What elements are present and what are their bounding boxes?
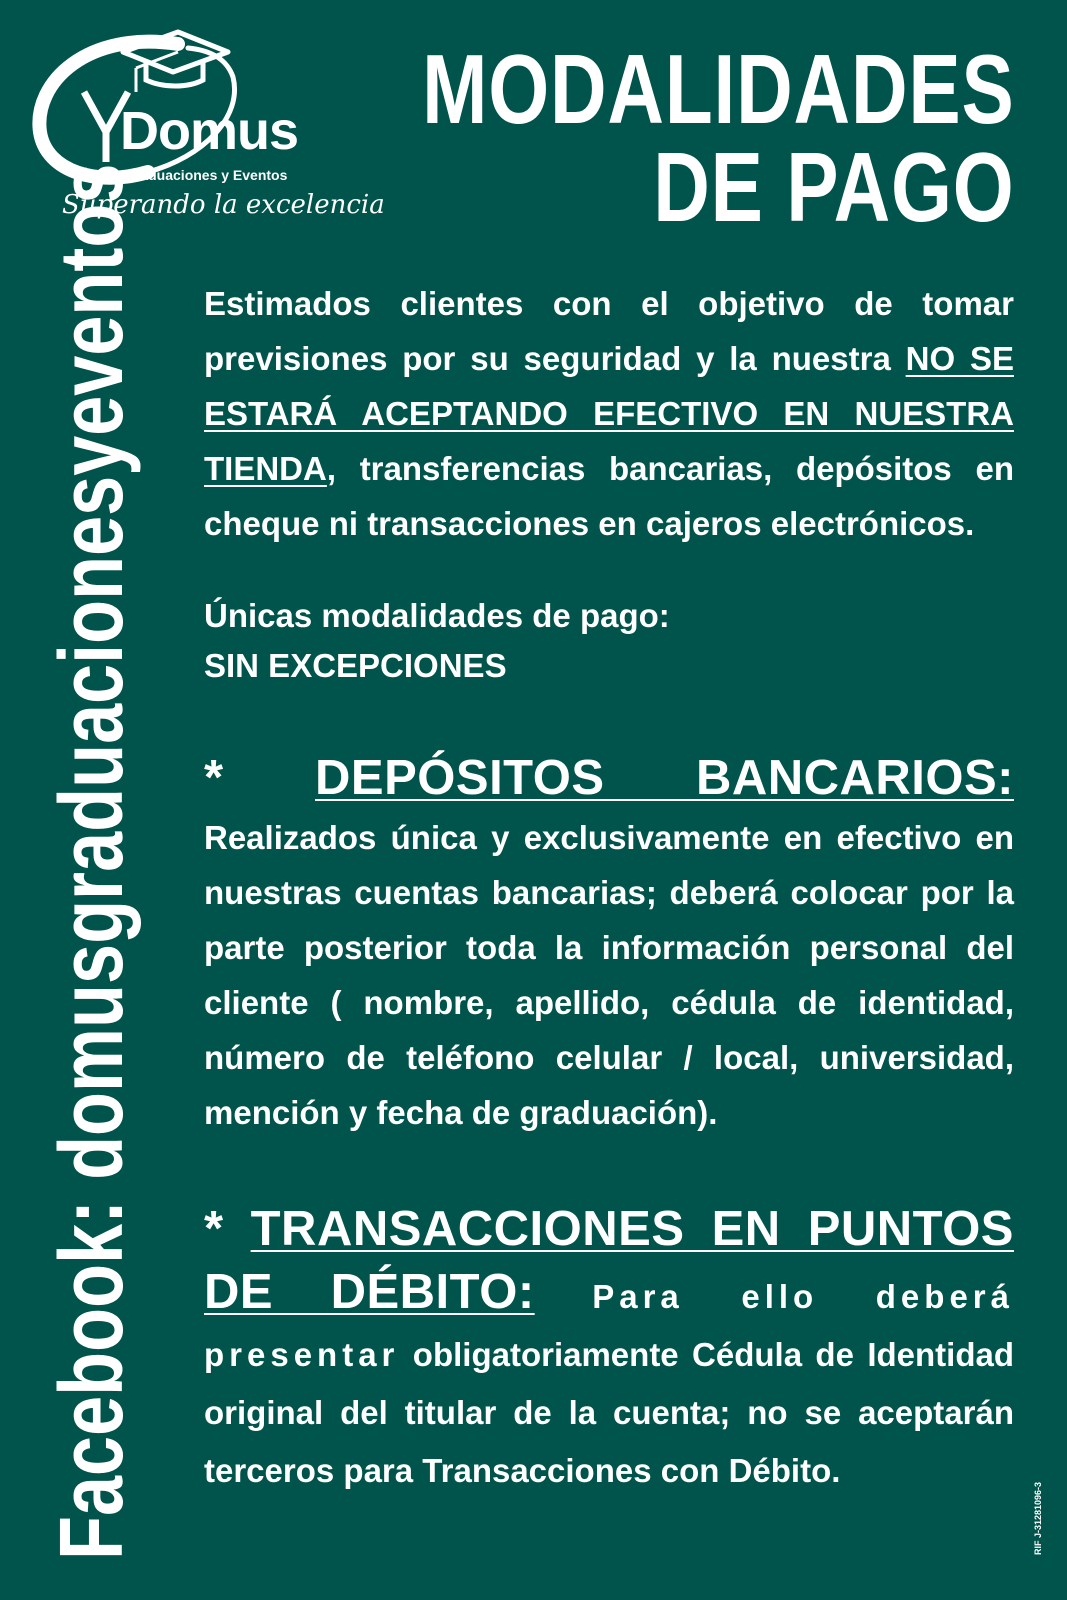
payment-modes-heading bbox=[204, 591, 1014, 691]
debit-bullet: * bbox=[204, 1202, 251, 1256]
intro-text-end: , transferencias bancarias, depósitos en cheque ni transacciones en cajeros electrónicos. bbox=[204, 450, 1014, 542]
logo-tagline: Superando la excelencia bbox=[62, 190, 385, 220]
intro-text: Estimados clientes con el objetivo de tomar previsiones por su seguridad y la nuestra bbox=[204, 285, 1014, 377]
intro-emphasis: NO SE ESTARÁ ACEPTANDO EFECTIVO EN NUESTRA TIENDA bbox=[204, 340, 1014, 487]
debit-text: obligatoriamente Cédula de Identidad original del titular de la cuenta; no se aceptarán terceros para Transacciones con Débito. bbox=[204, 1336, 1014, 1489]
rif-number: RIF J-31281096-3 bbox=[1033, 1481, 1043, 1555]
page-title bbox=[422, 34, 1015, 242]
debit-paragraph bbox=[204, 1200, 1014, 1500]
payment-modes-label: Únicas modalidades de pago: bbox=[204, 597, 670, 634]
deposits-paragraph bbox=[204, 751, 1014, 1140]
logo-subtitle: Graduaciones y Eventos bbox=[124, 167, 288, 183]
deposits-title: DEPÓSITOS BANCARIOS: bbox=[315, 751, 1014, 805]
debit-text-wide: Para ello deberá presentar bbox=[204, 1278, 1014, 1373]
facebook-sidebar bbox=[42, 0, 142, 1560]
deposits-text: Realizados única y exclusivamente en efectivo en nuestras cuentas bancarias; deberá colocar por la parte posterior toda la información personal del cliente ( nombre, apellido, cédula de identidad, número de teléfono celular / local, universidad, mención y fecha de graduación). bbox=[204, 819, 1014, 1131]
title-line-2: DE PAGO bbox=[653, 132, 1015, 242]
title-line-1: MODALIDADES bbox=[422, 34, 1015, 144]
payment-modes-subheading: SIN EXCEPCIONES bbox=[204, 647, 507, 684]
debit-title: TRANSACCIONES EN PUNTOS DE DÉBITO: bbox=[204, 1202, 1014, 1319]
facebook-handle: Facebook: domusgraduacionesyeventos bbox=[42, 163, 142, 1560]
main-content bbox=[204, 276, 1014, 1500]
intro-paragraph bbox=[204, 276, 1014, 551]
deposits-bullet: * bbox=[204, 751, 316, 805]
logo-brand: Domus bbox=[120, 101, 299, 161]
